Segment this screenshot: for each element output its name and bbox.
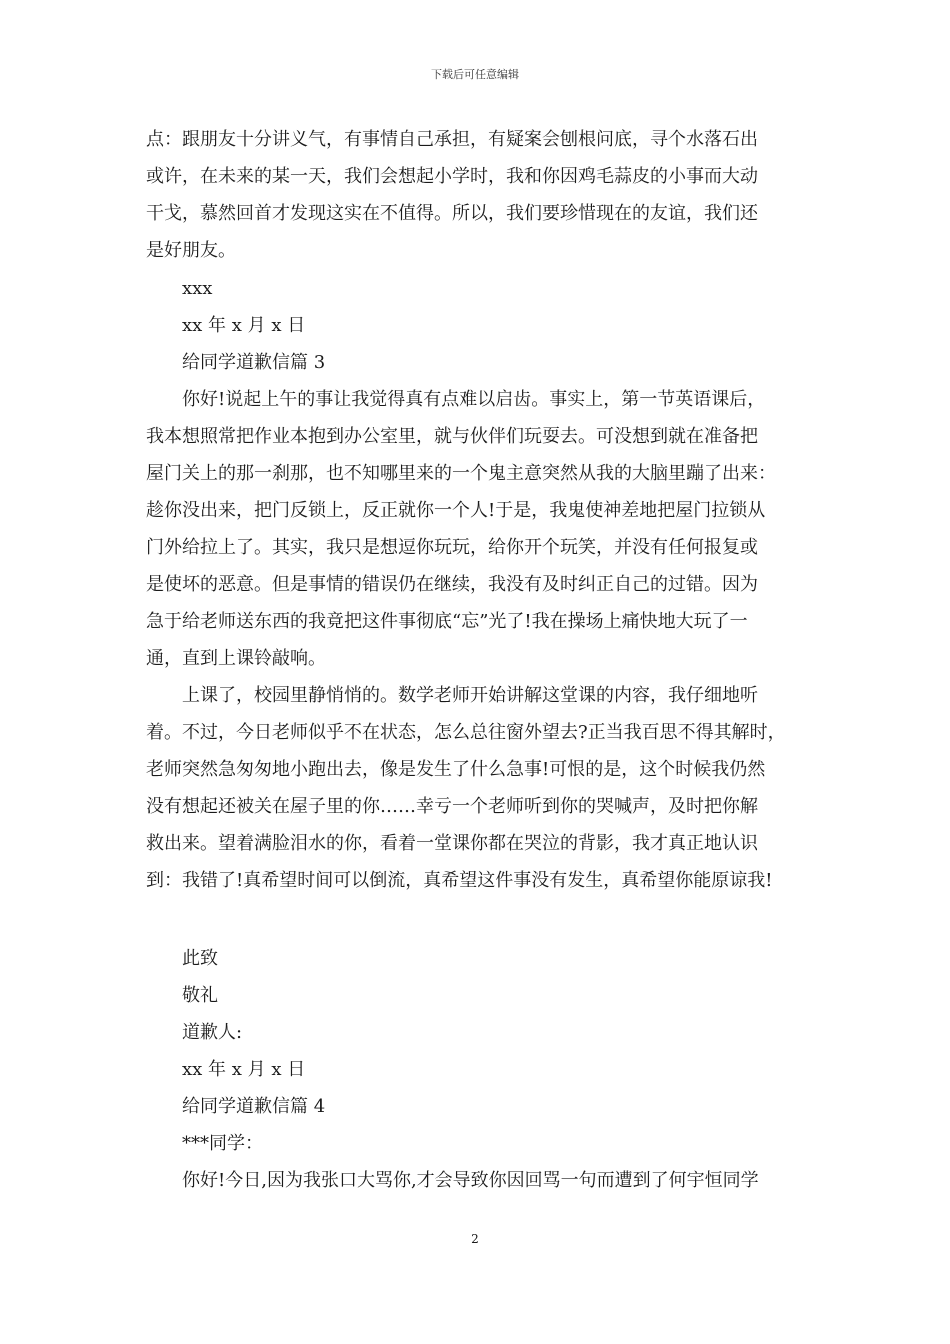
signature-date: xx 年 x 月 x 日 — [182, 315, 306, 336]
paragraph-line: 干戈，慕然回首才发现这实在不值得。所以，我们要珍惜现在的友谊，我们还 — [146, 203, 758, 224]
signature-name: xxx — [182, 278, 213, 299]
paragraph-line: 我本想照常把作业本抱到办公室里，就与伙伴们玩耍去。可没想到就在准备把 — [146, 426, 758, 447]
signature-label: 道歉人: — [182, 1022, 243, 1043]
paragraph-line: 老师突然急匆匆地小跑出去，像是发生了什么急事!可恨的是，这个时候我仍然 — [146, 759, 766, 780]
paragraph-line: 上课了，校园里静悄悄的。数学老师开始讲解这堂课的内容，我仔细地听 — [182, 685, 758, 706]
header-note: 下载后可任意编辑 — [431, 68, 519, 81]
paragraph-line: 救出来。望着满脸泪水的你，看着一堂课你都在哭泣的背影，我才真正地认识 — [146, 833, 758, 854]
closing-line: 此致 — [182, 948, 218, 969]
signature-date: xx 年 x 月 x 日 — [182, 1059, 306, 1080]
paragraph-line: 门外给拉上了。其实，我只是想逗你玩玩，给你开个玩笑，并没有任何报复或 — [146, 537, 758, 558]
salutation: ***同学： — [182, 1133, 263, 1154]
paragraph-line: 屋门关上的那一刹那，也不知哪里来的一个鬼主意突然从我的大脑里蹦了出来： — [146, 463, 776, 484]
paragraph-line: 着。不过，今日老师似乎不在状态，怎么总往窗外望去?正当我百思不得其解时， — [146, 722, 786, 743]
paragraph-line: 你好!说起上午的事让我觉得真有点难以启齿。事实上，第一节英语课后， — [182, 389, 766, 410]
section-title: 给同学道歉信篇 4 — [182, 1096, 326, 1117]
paragraph-line: 是好朋友。 — [146, 240, 236, 261]
paragraph-line: 没有想起还被关在屋子里的你……幸亏一个老师听到你的哭喊声，及时把你解 — [146, 796, 758, 817]
paragraph-line: 你好!今日,因为我张口大骂你,才会导致你因回骂一句而遭到了何宇恒同学 — [182, 1170, 759, 1191]
paragraph-line: 是使坏的恶意。但是事情的错误仍在继续，我没有及时纠正自己的过错。因为 — [146, 574, 758, 595]
paragraph-line: 趁你没出来，把门反锁上，反正就你一个人!于是，我鬼使神差地把屋门拉锁从 — [146, 500, 766, 521]
closing-line: 敬礼 — [182, 985, 218, 1006]
paragraph-line: 通，直到上课铃敲响。 — [146, 648, 326, 669]
section-title: 给同学道歉信篇 3 — [182, 352, 326, 373]
paragraph-line: 到：我错了!真希望时间可以倒流，真希望这件事没有发生，真希望你能原谅我! — [146, 870, 773, 891]
paragraph-line: 或许，在未来的某一天，我们会想起小学时，我和你因鸡毛蒜皮的小事而大动 — [146, 166, 758, 187]
page-number: 2 — [471, 1232, 479, 1246]
paragraph-line: 急于给老师送东西的我竟把这件事彻底“忘”光了!我在操场上痛快地大玩了一 — [146, 611, 748, 632]
paragraph-line: 点：跟朋友十分讲义气，有事情自己承担，有疑案会刨根问底，寻个水落石出 — [146, 129, 758, 150]
